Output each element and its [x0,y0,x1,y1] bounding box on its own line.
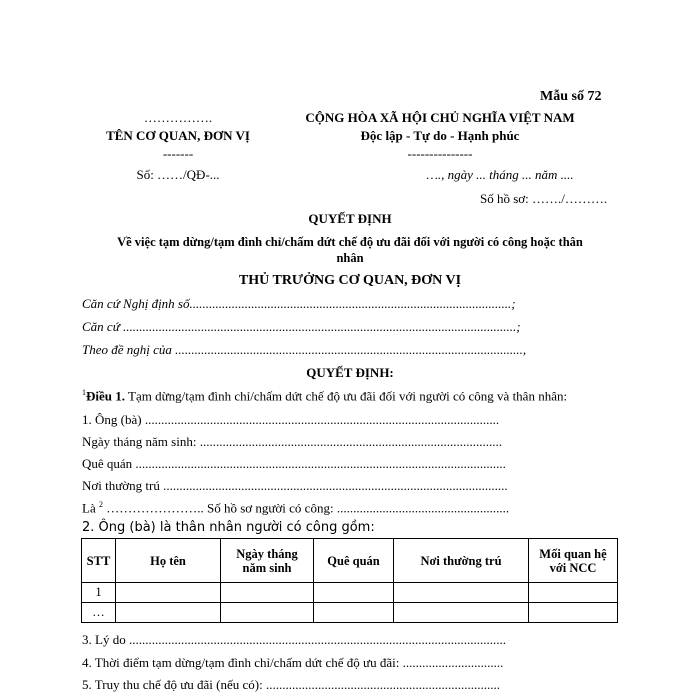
basis-proposal: Theo đề nghị của ..........................................................................................................., [82,342,527,357]
la-prefix: Là [82,500,99,516]
person-birth-line: Ngày tháng năm sinh: ............................................................................................. [82,434,502,449]
footnote-marker: 2 [98,500,103,509]
table-cell [314,603,394,623]
col-header-hometown: Quê quán [314,539,394,583]
article-1-label: Điều 1. [86,388,125,404]
table-cell [529,603,618,623]
table-cell [221,583,314,603]
relatives-table [81,538,618,623]
article-1 [82,388,567,404]
agency-name: TÊN CƠ QUAN, ĐƠN VỊ [106,128,250,143]
table-cell [529,583,618,603]
table-cell [116,583,221,603]
relatives-heading: 2. Ông (bà) là thân nhân người có công gồm: [82,520,375,535]
la-rest: ………………….. Số hồ sơ người có công: ..................................................... [102,500,510,516]
reason-line: 3. Lý do .................................................................................................................... [82,632,506,647]
decision-number: Số: ……/QĐ-... [136,167,220,182]
decides-heading: QUYẾT ĐỊNH: [306,365,394,380]
col-header-stt: STT [82,539,116,583]
table-cell [394,583,529,603]
file-number: Số hồ sơ: ……./………. [480,191,608,206]
table-row [82,603,618,623]
person-hometown-line: Quê quán .................................................................................................................. [82,456,506,471]
col-header-residence: Nơi thường trú [394,539,529,583]
table-row [82,583,618,603]
authority-title: THỦ TRƯỞNG CƠ QUAN, ĐƠN VỊ [238,273,462,288]
form-number: Mẫu số 72 [540,89,602,104]
basis-decree: Căn cứ Nghị định số...................................................................................................; [82,296,516,311]
person-residence-line: Nơi thường trú .......................................................................................................... [82,478,508,493]
col-header-relation: Mối quan hệ với NCC [529,539,618,583]
issue-date: …., ngày ... tháng ... năm .... [426,167,574,182]
agency-rule: ------- [162,146,194,161]
footnote-marker: 1 [82,388,86,397]
col-header-name: Họ tên [116,539,221,583]
subject-line-2: nhân [336,251,364,265]
table-cell [221,603,314,623]
person-name-line: 1. Ông (bà) ............................................................................................................. [82,412,500,427]
table-header-row [82,539,618,583]
table-cell [314,583,394,603]
basis-other: Căn cứ .........................................................................................................................; [82,319,521,334]
article-1-text: Tạm dừng/tạm đình chỉ/chấm dứt chế độ ưu đãi đối với người có công và thân nhân: [125,388,568,404]
decision-title: QUYẾT ĐỊNH [308,211,392,226]
nation-title: CỘNG HÒA XÃ HỘI CHỦ NGHĨA VIỆT NAM [305,110,575,125]
person-category-line [82,500,509,516]
effective-time-line: 4. Thời điểm tạm dừng/tạm đình chỉ/chấm dứt chế độ ưu đãi: ............................... [82,655,504,670]
table-cell [394,603,529,623]
table-cell [116,603,221,623]
subject-line-1: Về việc tạm dừng/tạm đình chỉ/chấm dứt chế độ ưu đãi đối với người có công hoặc thân [117,235,583,249]
table-cell: … [82,603,116,623]
nation-motto: Độc lập - Tự do - Hạnh phúc [360,128,520,143]
nation-rule: --------------- [407,146,473,161]
col-header-birth: Ngày tháng năm sinh [221,539,314,583]
recovery-line: 5. Truy thu chế độ ưu đãi (nếu có): ........................................................................ [82,677,500,692]
table-cell: 1 [82,583,116,603]
agency-dots: ……………. [143,110,213,125]
